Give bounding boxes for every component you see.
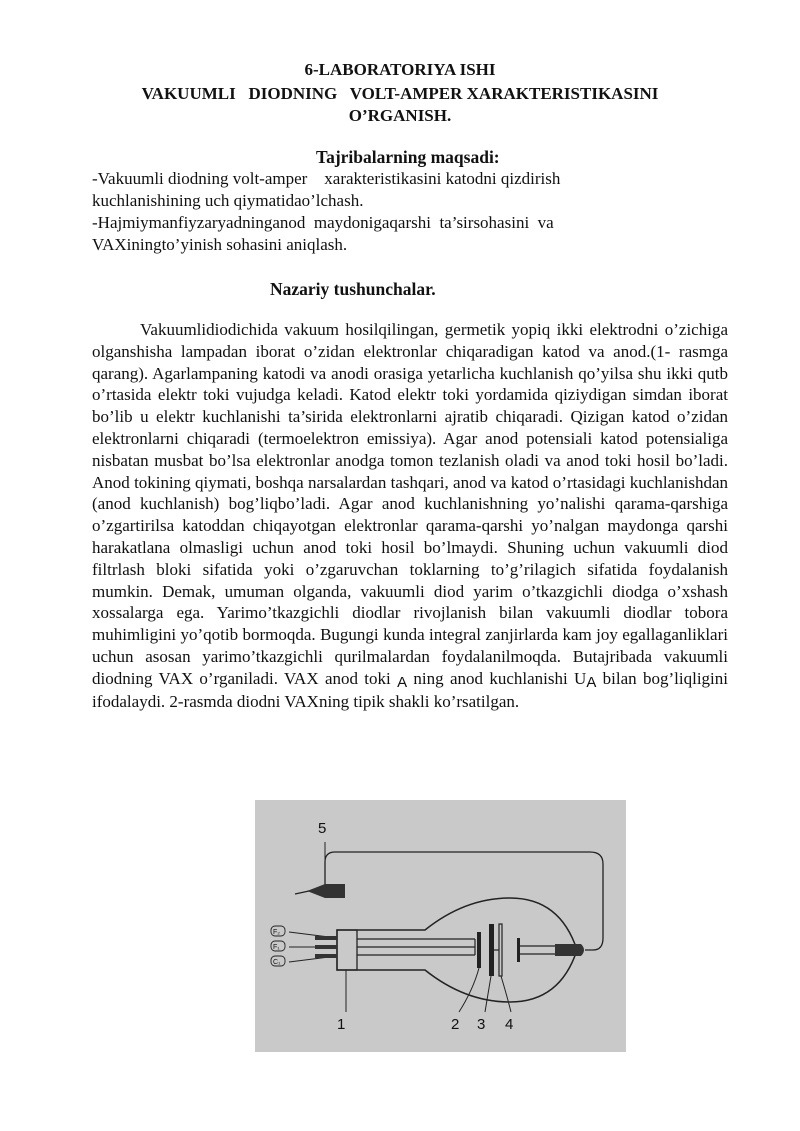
theory-text-part2: ning anod kuchlanishi U bbox=[407, 668, 587, 688]
figure-label-3: 3 bbox=[477, 1016, 486, 1033]
figure-label-1: 1 bbox=[337, 1016, 346, 1033]
anode-seal bbox=[517, 938, 520, 962]
figure-label-4: 4 bbox=[505, 1016, 514, 1033]
pin-c1-label: C₁ bbox=[273, 959, 281, 966]
lab-title-line2: O’RGANISH. bbox=[348, 106, 452, 125]
pin-f1-label: F₁ bbox=[273, 944, 280, 951]
aim-heading: Tajribalarning maqsadi: bbox=[316, 147, 500, 167]
aim-line-2: kuchlanishining uch qiymatidao’lchash. bbox=[92, 191, 364, 210]
connection-wire bbox=[325, 852, 603, 950]
vacuum-diode-figure bbox=[255, 800, 626, 1052]
anode-plate-left bbox=[489, 924, 494, 976]
lab-number-title: 6-LABORATORIYA ISHI bbox=[304, 60, 496, 79]
cathode-base bbox=[337, 930, 357, 970]
leader-2 bbox=[459, 968, 479, 1012]
pin-f2-icon bbox=[315, 936, 337, 940]
pin-c1-icon bbox=[315, 954, 337, 958]
glass-bulb bbox=[337, 898, 577, 1002]
anode-current-subscript: A bbox=[397, 673, 408, 691]
theory-heading: Nazariy tushunchalar. bbox=[270, 279, 436, 299]
aim-line-3: -Hajmiymanfiyzaryadninganod maydonigaqarshi ta’sirsohasini va bbox=[92, 213, 554, 232]
grid-electrode bbox=[477, 932, 481, 968]
anode-plate-right bbox=[499, 924, 502, 976]
pin-f2-label: F₂ bbox=[273, 929, 280, 936]
lab-title-line1: VAKUUMLI DIODNING VOLT-AMPER XARAKTERISTIKASINI bbox=[141, 84, 659, 103]
theory-text-part3: bilan bog’liqligini ifodalaydi. 2-rasmda diodni VAXning tipik shakli ko’rsatilgan. bbox=[92, 668, 729, 711]
figure-label-2: 2 bbox=[451, 1016, 460, 1033]
aim-line-1: -Vakuumli diodning volt-amper xarakteristikasini katodni qizdirish bbox=[92, 169, 561, 188]
figure-label-5: 5 bbox=[318, 820, 327, 837]
probe-5-icon bbox=[307, 884, 345, 898]
theory-text-part1: Vakuumlidiodichida vakuum hosilqilingan, germetik yopiq ikki elektrodni o’zichiga olganshisha lampadan iborat o’zidan elektronlar chiqaradigan katod va anod.(1- rasmga qarang). Agarlampaning katodi va anodi orasiga yetarlicha kuchlanish qo’yilsa shu ikki qutb o’rtasida elektr toki vujudga keladi. Katod elektr toki yordamida qiziydigan simdan iborat bo’lib u elektr kuchlanishi ta’sirida elektronlarni ajratib chiqaradi. Qizigan katod o’zidan elektronlarni chiqaradi (termoelektron emissiya). Agar anod potensiali katod potensialiga nisbatan musbat bo’lsa elektronlar anodga tomon tezlanish oladi va anod toki hosil bo’ladi. Anod tokining qiymati, boshqa narsalardan tashqari, anod va katod o’rtasidagi kuchlanishdan (anod kuchlanish) bog’liqbo’ladi. Agar anod kuchlanishning yo’nalishi qarama-qarshiga o’zgartirilsa katoddan chiqayotgan elektronlar qarama-qarshi yo’nalgan maydonga qarshi harakatlana olmasligi uchun anod toki hosil bo’lmaydi. Shuning uchun vakuumli diod filtrlash bloki sifatida yoki o’zgaruvchan toklarning to’g’rilagich sifatida foydalanish mumkin. Demak, umuman olganda, vakuumli diod yarim o’tkazgichli diodga o’xshash xossalarga ega. Yarimo’tkazgichli diodlar rivojlanish bilan vakuumli diodlar tobora muhimligini yo’qotib bormoqda. Bugungi kunda integral zanjirlarda kam joy egallaganliklari uchun asosan yarimo’tkazgichli qurilmalardan foydalanilmoqda. Butajribada vakuumli diodning VAX o’rganiladi. VAX anod toki bbox=[92, 320, 728, 688]
aim-line-4: VAXiningto’yinish sohasini aniqlash. bbox=[92, 235, 348, 254]
anode-voltage-subscript: A bbox=[586, 673, 597, 691]
anode-terminal-icon bbox=[555, 944, 584, 956]
leader-4 bbox=[501, 976, 511, 1012]
pin-f1-icon bbox=[315, 945, 337, 949]
vacuum-diode-drawing bbox=[255, 800, 626, 1052]
theory-paragraph bbox=[92, 319, 728, 712]
leader-3 bbox=[485, 976, 491, 1012]
probe-5-tip bbox=[295, 891, 309, 894]
